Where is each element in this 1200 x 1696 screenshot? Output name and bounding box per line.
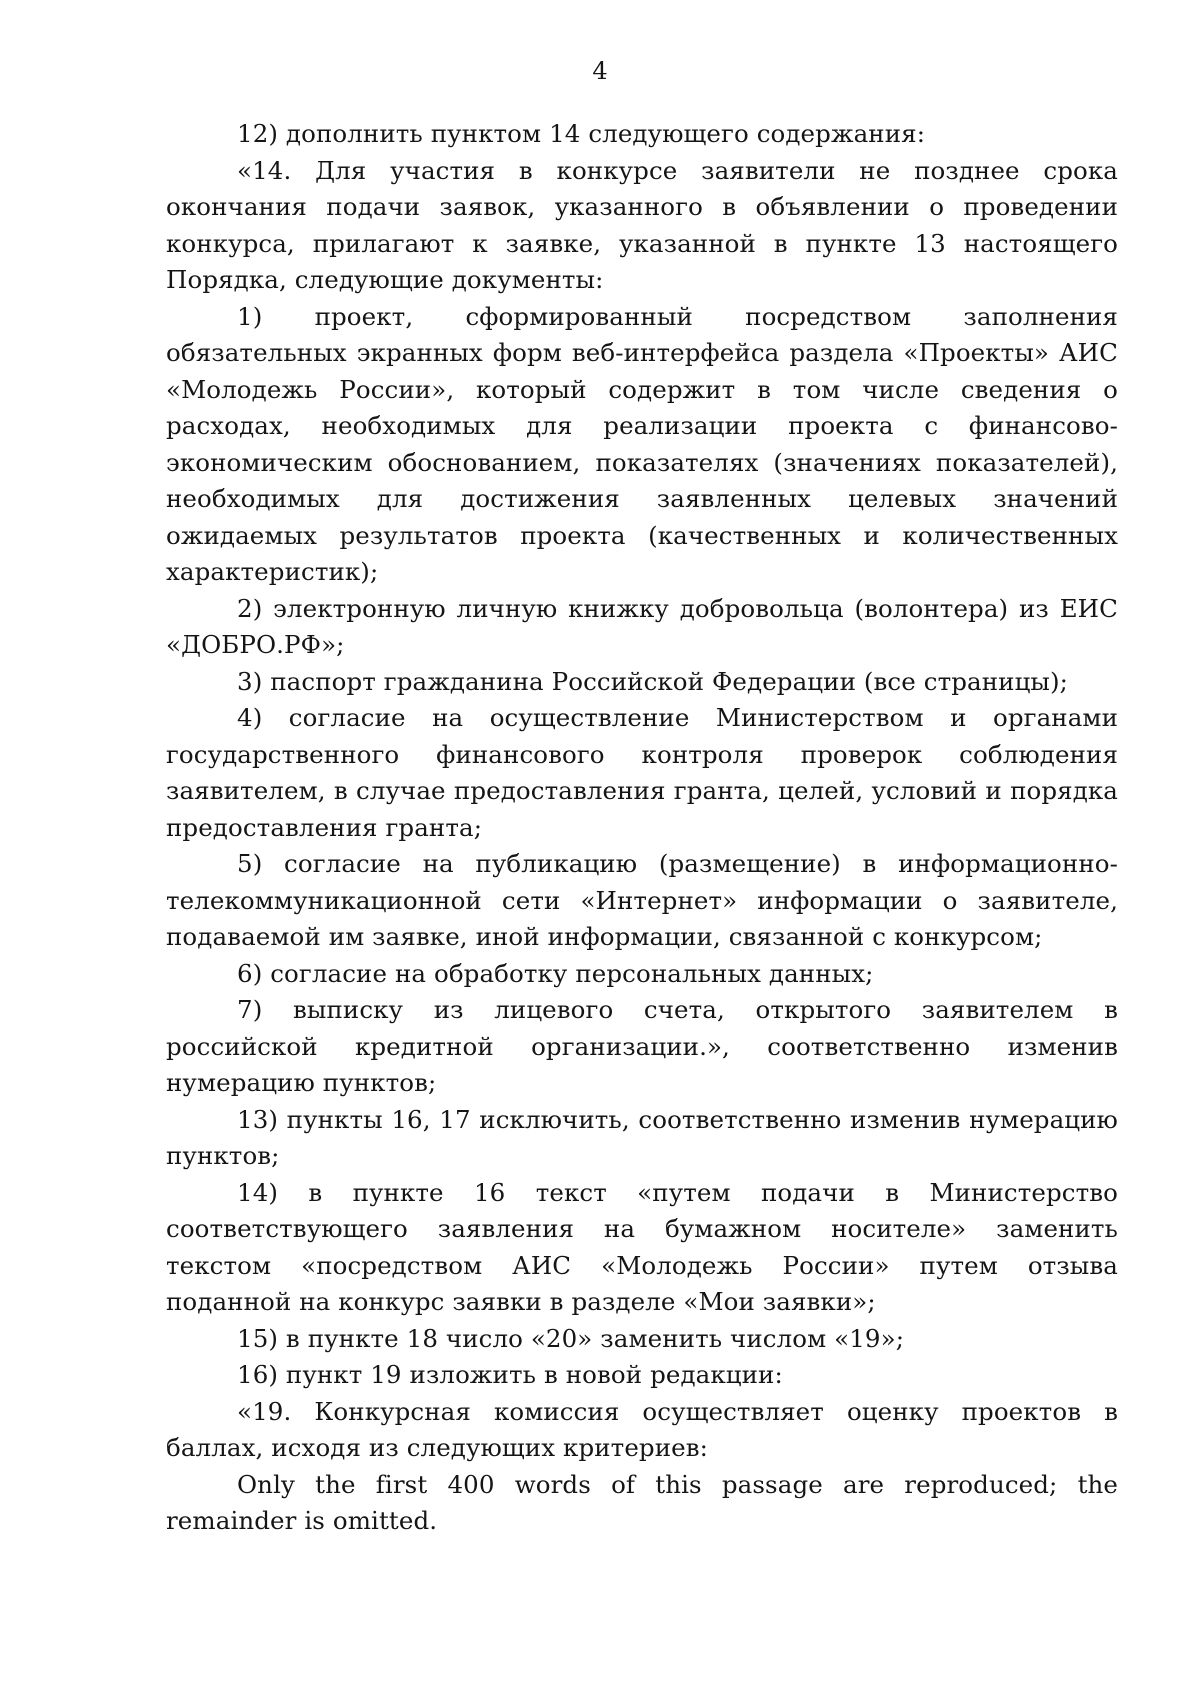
paragraph: «14. Для участия в конкурсе заявители не позднее срока окончания подачи заявок, указанного в объявлении о проведении конкурса, прилагают к заявке, указанной в пункте 13 настоящего Порядка, следующие документы: — [166, 155, 1118, 294]
paragraph: 1) проект, сформированный посредством заполнения обязательных экранных форм веб-интерфейса раздела «Проекты» АИС «Молодежь России», который содержит в том числе сведения о расходах, необходимых для реализации проекта с финансово-экономическим обоснованием, показателях (значениях показателей), необходимых для достижения заявленных целевых значений ожидаемых результатов проекта (качественных и количественных характеристик); — [166, 301, 1118, 586]
paragraph: 14) в пункте 16 текст «путем подачи в Министерство соответствующего заявления на бумажном носителе» заменить текстом «посредством АИС «Молодежь России» путем отзыва поданной на конкурс заявки в разделе «Мои заявки»; — [166, 1177, 1118, 1316]
paragraph: «19. Конкурсная комиссия осуществляет оценку проектов в баллах, исходя из следующих критериев: — [166, 1396, 1118, 1462]
paragraph: 16) пункт 19 изложить в новой редакции: — [237, 1360, 783, 1389]
paragraph: 4) согласие на осуществление Министерством и органами государственного финансового контроля проверок соблюдения заявителем, в случае предоставления гранта, целей, условий и порядка предоставления гранта; — [166, 703, 1118, 842]
truncation-note: Only the first 400 words of this passage are reproduced; the remainder is omitted. — [166, 1469, 1118, 1535]
paragraph: 15) в пункте 18 число «20» заменить числом «19»; — [237, 1323, 905, 1353]
paragraph: 13) пункты 16, 17 исключить, соответственно изменив нумерацию пунктов; — [166, 1104, 1118, 1170]
paragraph: 7) выписку из лицевого счета, открытого заявителем в российской кредитной организации.», соответственно изменив нумерацию пунктов; — [166, 995, 1118, 1097]
document-body — [166, 116, 1118, 1540]
paragraph: 3) паспорт гражданина Российской Федерации (все страницы); — [237, 666, 1069, 696]
page-number: 4 — [592, 57, 608, 85]
paragraph: 6) согласие на обработку персональных данных; — [237, 958, 874, 988]
paragraph: 5) согласие на публикацию (размещение) в информационно-телекоммуникационной сети «Интернет» информации о заявителе, подаваемой им заявке, иной информации, связанной с конкурсом; — [166, 849, 1118, 951]
paragraph: 2) электронную личную книжку добровольца (волонтера) из ЕИС «ДОБРО.РФ»; — [166, 593, 1118, 659]
paragraph: 12) дополнить пунктом 14 следующего содержания: — [237, 119, 926, 148]
